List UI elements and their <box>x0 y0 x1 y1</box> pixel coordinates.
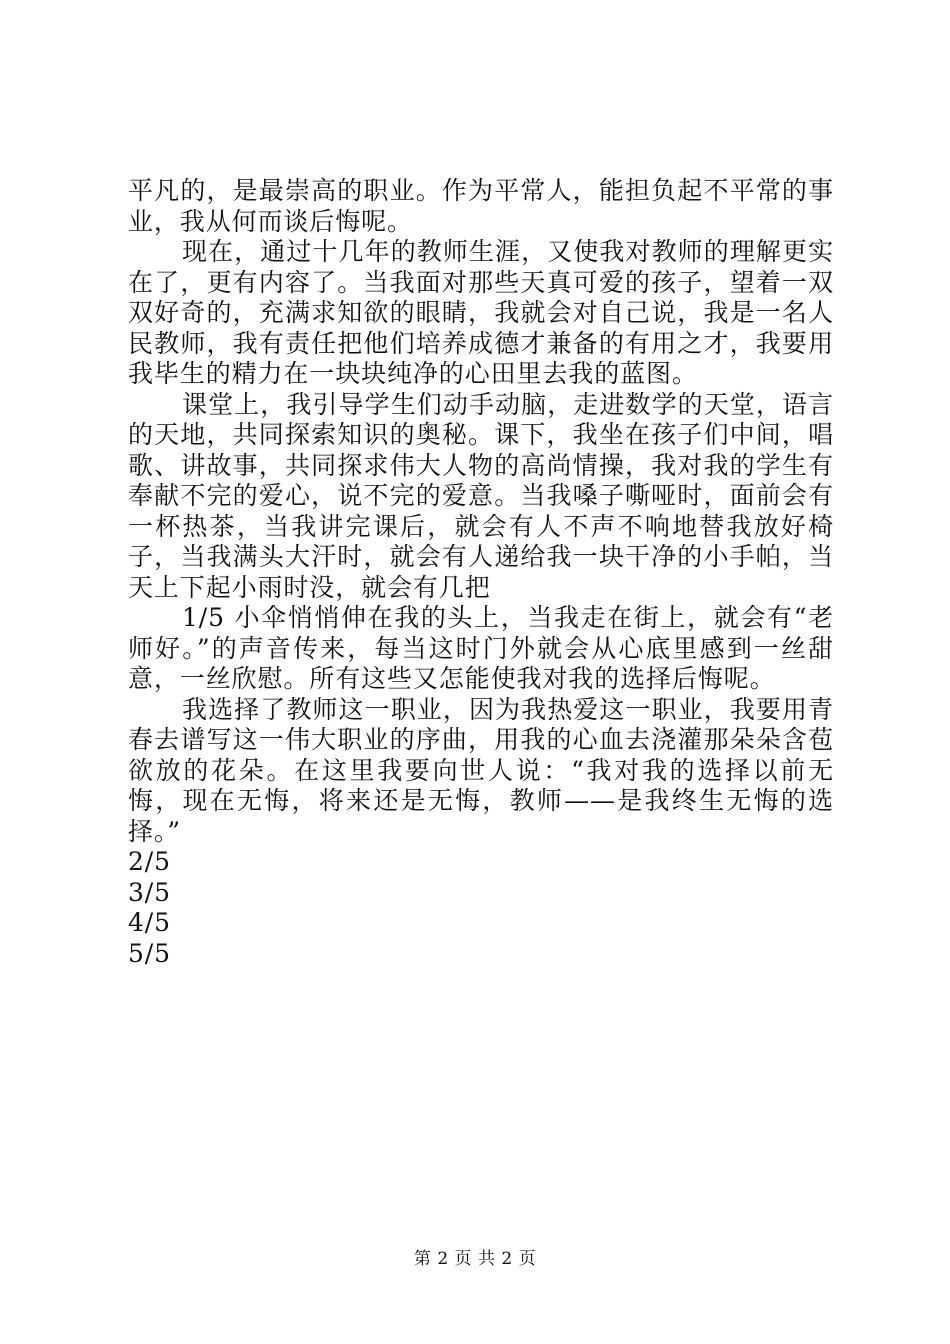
page-mark-3: 3/5 <box>128 877 171 907</box>
page-mark-5: 5/5 <box>128 938 171 968</box>
paragraph-4: 1/5 小伞悄悄伸在我的头上，当我走在街上，就会有“老师好。”的声音传来，每当这时门外就会从心底里感到一丝甜意，一丝欣慰。所有这些又怎能使我对我的选择后悔呢。 <box>128 603 834 693</box>
document-body <box>128 176 834 969</box>
paragraph-3: 课堂上，我引导学生们动手动脑，走进数学的天堂，语言的天地，共同探索知识的奥秘。课下，我坐在孩子们中间，唱歌、讲故事，共同探求伟大人物的高尚情操，我对我的学生有奉献不完的爱心，说不完的爱意。当我嗓子嘶哑时，面前会有一杯热茶，当我讲完课后，就会有人不声不响地替我放好椅子，当我满头大汗时，就会有人递给我一块干净的小手帕，当天上下起小雨时没，就会有几把 <box>128 389 834 602</box>
paragraph-2: 现在，通过十几年的教师生涯，又使我对教师的理解更实在了，更有内容了。当我面对那些天真可爱的孩子，望着一双双好奇的，充满求知欲的眼睛，我就会对自己说，我是一名人民教师，我有责任把他们培养成德才兼备的有用之才，我要用我毕生的精力在一块块纯净的心田里去我的蓝图。 <box>128 237 834 388</box>
page-mark-2: 2/5 <box>128 847 171 876</box>
paragraph-5: 我选择了教师这一职业，因为我热爱这一职业，我要用青春去谱写这一伟大职业的序曲，用我的心血去浇灌那朵朵含苞欲放的花朵。在这里我要向世人说：“我对我的选择以前无悔，现在无悔，将来还是无悔，教师——是我终生无悔的选择。” <box>128 694 834 846</box>
page-mark-4: 4/5 <box>128 908 171 937</box>
page-footer: 第 2 页 共 2 页 <box>413 1249 537 1269</box>
paragraph-1: 平凡的，是最崇高的职业。作为平常人，能担负起不平常的事业，我从何而谈后悔呢。 <box>128 176 834 236</box>
